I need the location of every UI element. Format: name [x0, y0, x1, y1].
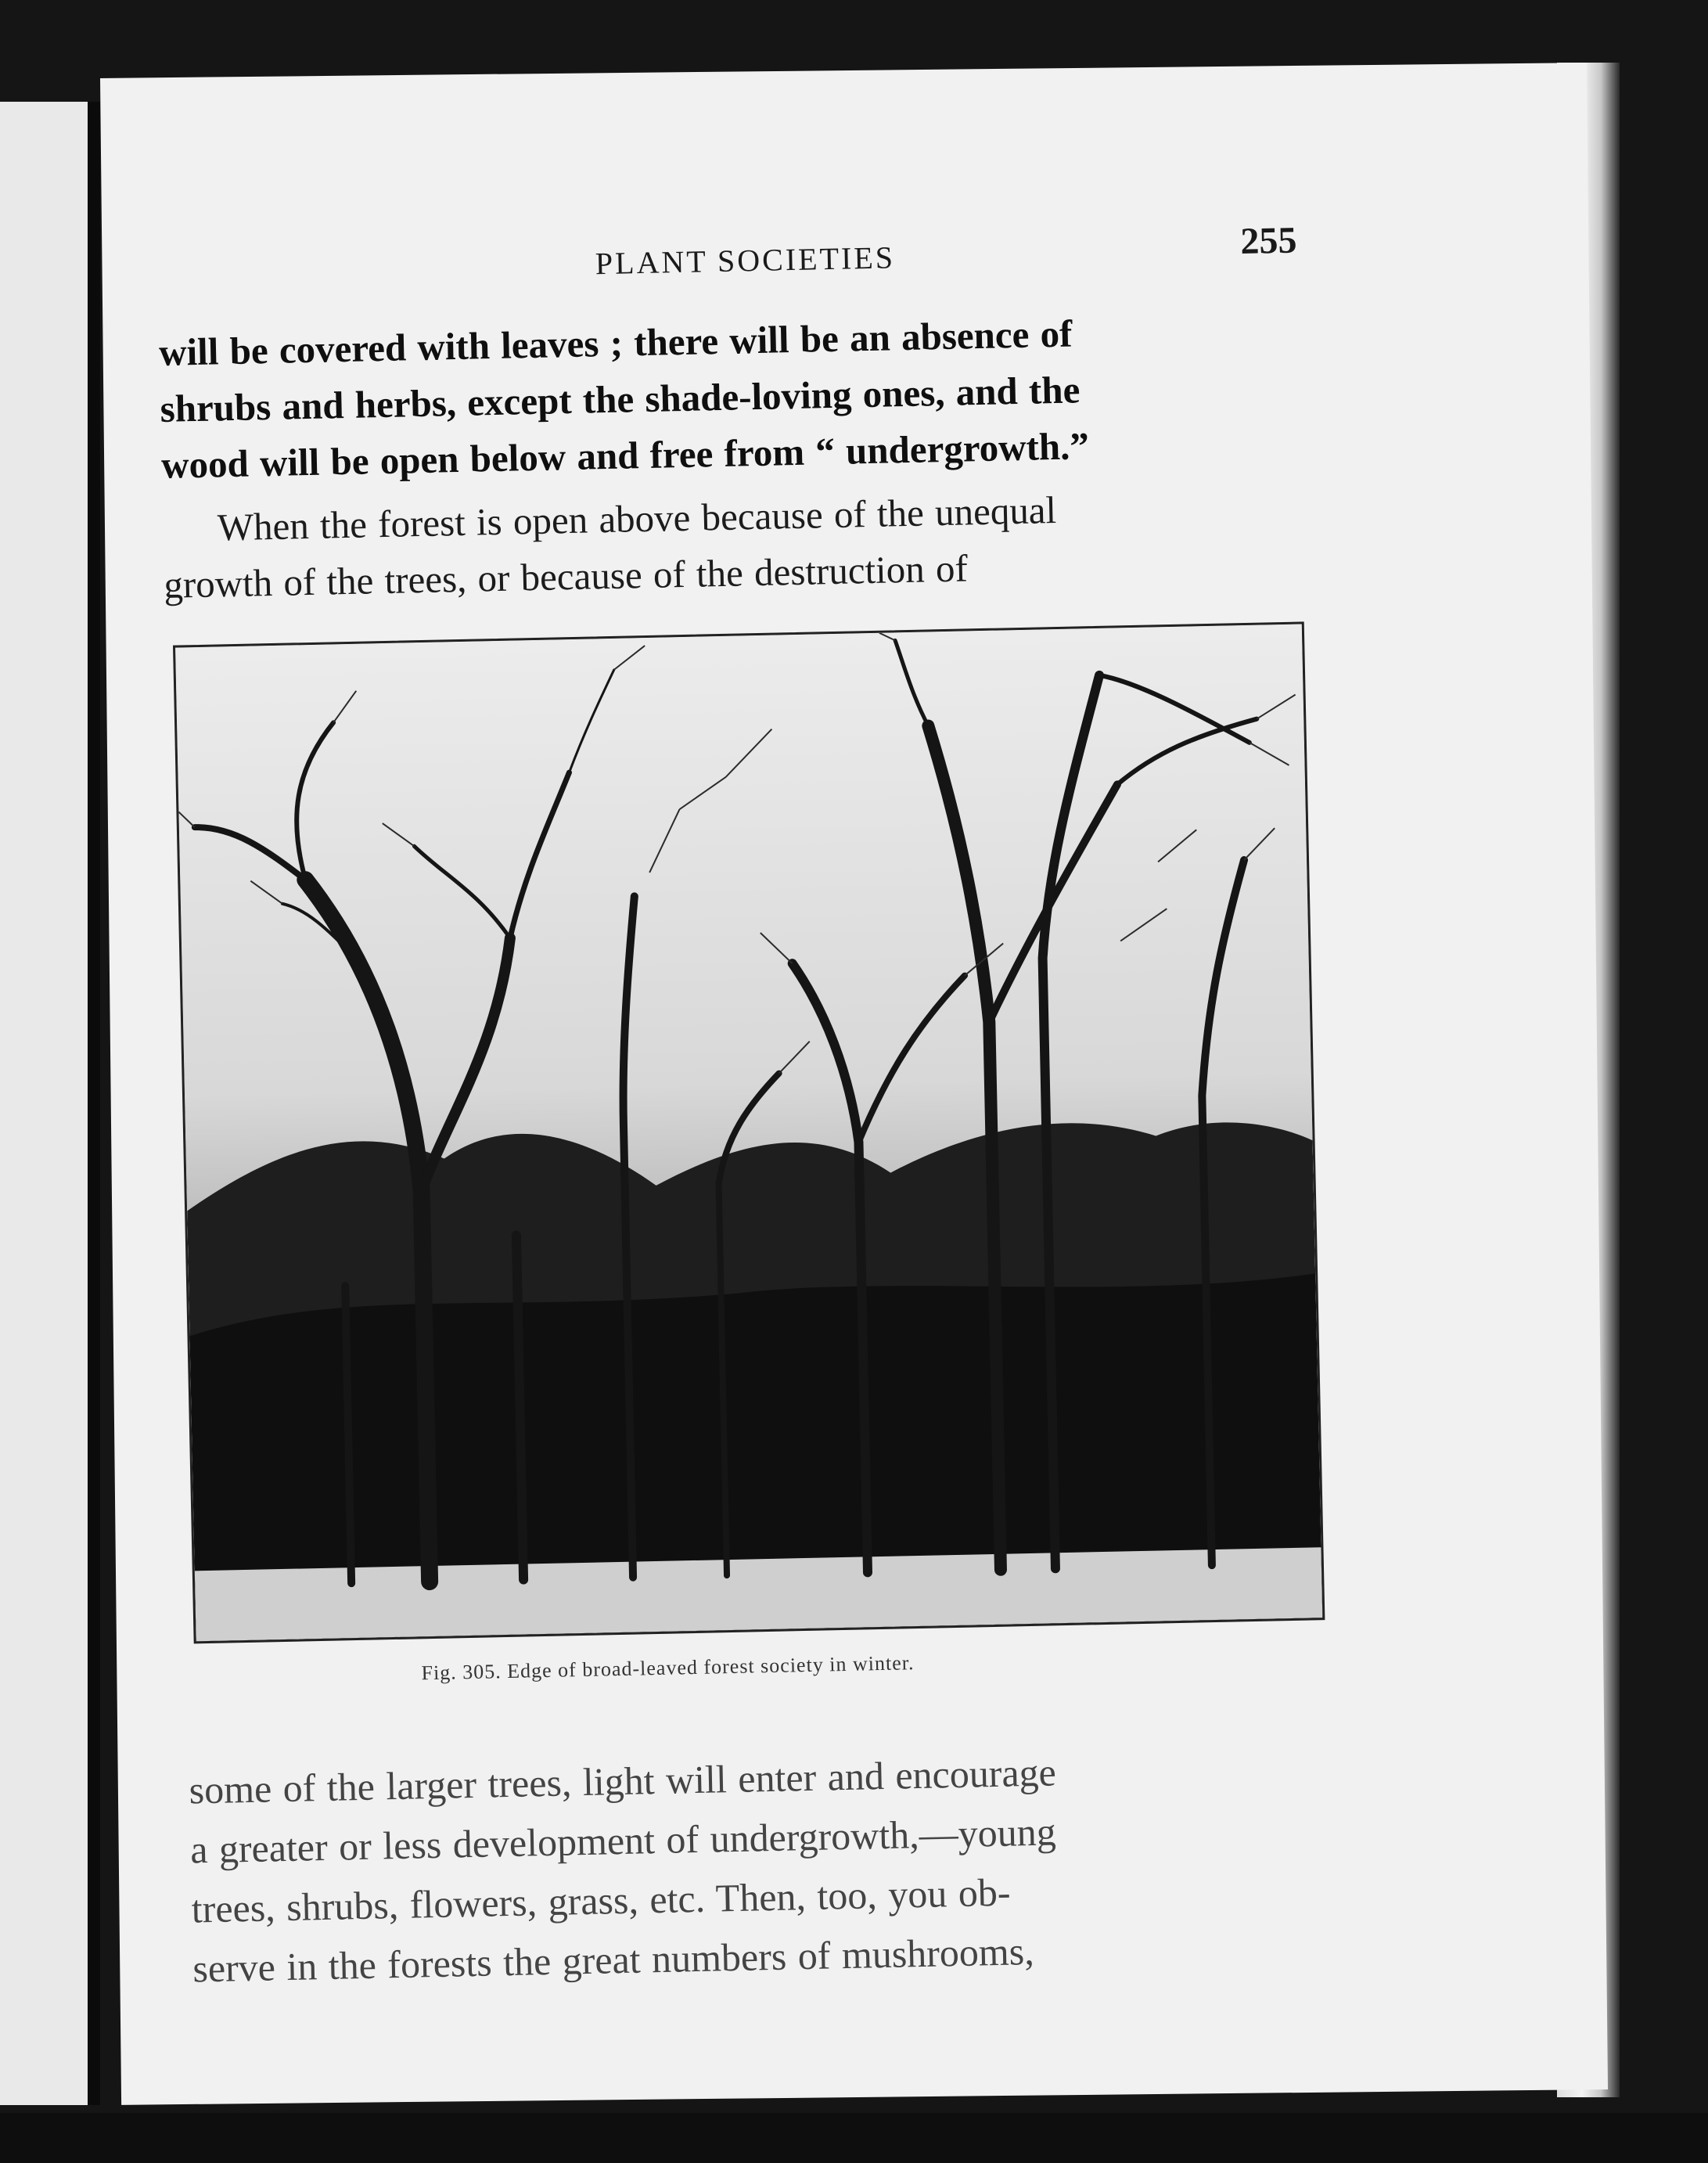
- text-line: a greater or less development of undergrowth,—young: [189, 1809, 1057, 1872]
- left-page-edge: [0, 102, 95, 2105]
- book-spine: [88, 102, 100, 2105]
- text-line: growth of the trees, or because of the destruction of: [163, 546, 969, 606]
- text-line: serve in the forests the great numbers of mushrooms,: [192, 1928, 1035, 1991]
- paragraph-undergrowth: [189, 1736, 1367, 1998]
- scan-bottom-edge: [0, 2113, 1708, 2163]
- page-content: [156, 209, 1413, 1991]
- page-number: 255: [1239, 219, 1298, 262]
- text-line: wood will be open below and free from “ undergrowth.”: [160, 424, 1090, 487]
- text-line: some of the larger trees, light will enter and encourage: [189, 1750, 1057, 1812]
- paragraph-continued: [158, 301, 1303, 494]
- forest-photograph: [173, 621, 1325, 1643]
- forest-winter-illustration: [175, 624, 1322, 1641]
- text-line: trees, shrubs, flowers, grass, etc. Then, too, you ob-: [191, 1870, 1011, 1931]
- running-title: PLANT SOCIETIES: [595, 239, 896, 282]
- figure-caption: Fig. 305. Edge of broad-leaved forest society in winter.: [421, 1651, 915, 1685]
- text-line: will be covered with leaves ; there will be an absence of: [158, 311, 1073, 374]
- paragraph-forest-open: [162, 477, 1307, 614]
- text-line: shrubs and herbs, except the shade-loving ones, and the: [160, 368, 1081, 430]
- text-line: When the forest is open above because of the unequal: [217, 488, 1057, 549]
